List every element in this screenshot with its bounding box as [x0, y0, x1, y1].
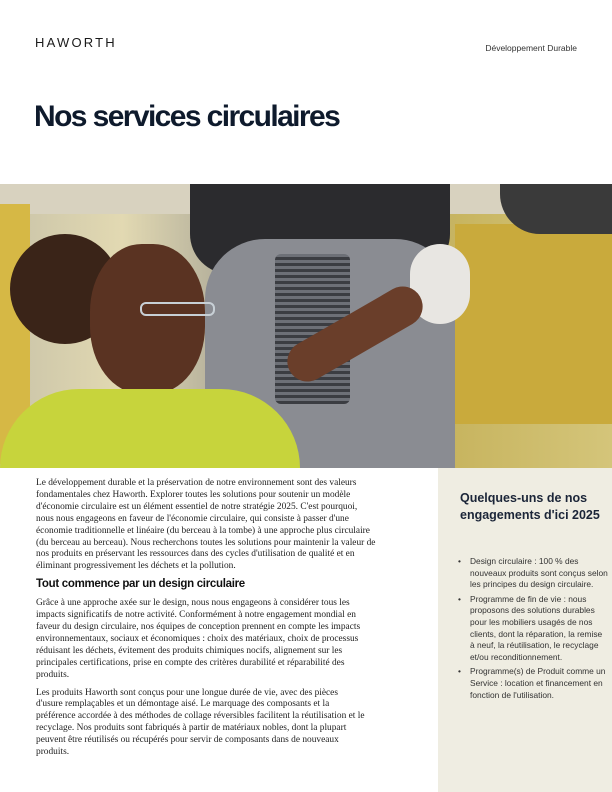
text-line: recyclage. Nos produits sont fabriqués à partir de matériaux nobles, dont la plupart [36, 723, 347, 734]
intro-paragraph [36, 478, 431, 573]
section-label: Développement Durable [485, 43, 577, 53]
sidebar-title: Quelques-uns de nos engagements d'ici 2025 [460, 491, 600, 522]
products-paragraph [36, 688, 431, 759]
text-line: Le développement durable et la préservation de notre environnement sont des valeurs [36, 478, 357, 488]
text-line: Les produits Haworth sont conçus pour une longue durée de vie, avec des pièces [36, 687, 338, 698]
text-line: préférence accordée à des méthodes de collage réversibles facilitent la réutilisation et le [36, 711, 365, 722]
text-line: économie traditionnelle et linéaire (du berceau à la tombe) à une approche plus circulaire [36, 525, 370, 536]
text-line: environnementaux, sociaux et économiques : choix des matériaux, choix de processus [36, 633, 359, 644]
text-line: nos produits en préservant les ressources dans des cycles d'utilisation de qualité et en [36, 549, 355, 560]
text-line: fondamentales chez Haworth. Explorer toutes les solutions pour soutenir un modèle [36, 489, 351, 500]
text-line: Grâce à une approche axée sur le design, nous nous engageons à considérer tous les [36, 598, 350, 609]
article-body [36, 478, 431, 765]
page-title: Nos services circulaires [34, 100, 340, 133]
text-line: impacts significatifs de notre activité. Conformément à notre engagement mondial en [36, 610, 356, 621]
text-line: (du berceau au berceau). Nous recherchons toutes les solutions pour maintenir la valeur de [36, 537, 376, 548]
section-heading: Tout commence par un design circulaire [36, 578, 245, 591]
design-paragraph [36, 598, 431, 681]
list-item: • Programme(s) de Produit comme un Service : location et financement en fonction de l'utilisation. [458, 666, 608, 701]
text-line: produits. [36, 669, 70, 680]
text-line: nous nous engageons en faveur de l'économie circulaire, qui consiste à passer d'une [36, 513, 349, 524]
text-line: produits. [36, 747, 70, 758]
text-line: éliminant progressivement les déchets et la pollution. [36, 561, 236, 572]
text-line: d'économie circulaire est un élément essentiel de notre stratégie 2025. C'est pourquoi, [36, 501, 358, 512]
commitments-sidebar [438, 468, 612, 792]
commitments-list [458, 556, 608, 704]
text-line: faveur du design circulaire, nos équipes de conception prennent en compte les impacts [36, 621, 361, 632]
text-line: d'usure remplaçables et un démontage aisé. Le marquage des composants et la [36, 699, 330, 710]
list-item: • Programme de fin de vie : nous proposons des solutions durables pour les mobiliers usagés de nos clients, dont la réparation, la remise à neuf, la réutilisation, le recyclage et/ou reconditionnement. [458, 594, 608, 664]
haworth-logo: HAWORTH [35, 35, 117, 50]
list-item: • Design circulaire : 100 % des nouveaux produits sont conçus selon les principes du design circulaire. [458, 556, 608, 591]
text-line: principales certifications, prise en compte des critères durabilité et réparabilité des [36, 657, 345, 668]
text-line: réduisant les déchets, évitement des produits chimiques nocifs, alignement sur les [36, 645, 343, 656]
hero-photo [0, 184, 612, 468]
text-line: peuvent être réutilisés ou récupérés pour servir de composants dans de nouveaux [36, 735, 339, 746]
